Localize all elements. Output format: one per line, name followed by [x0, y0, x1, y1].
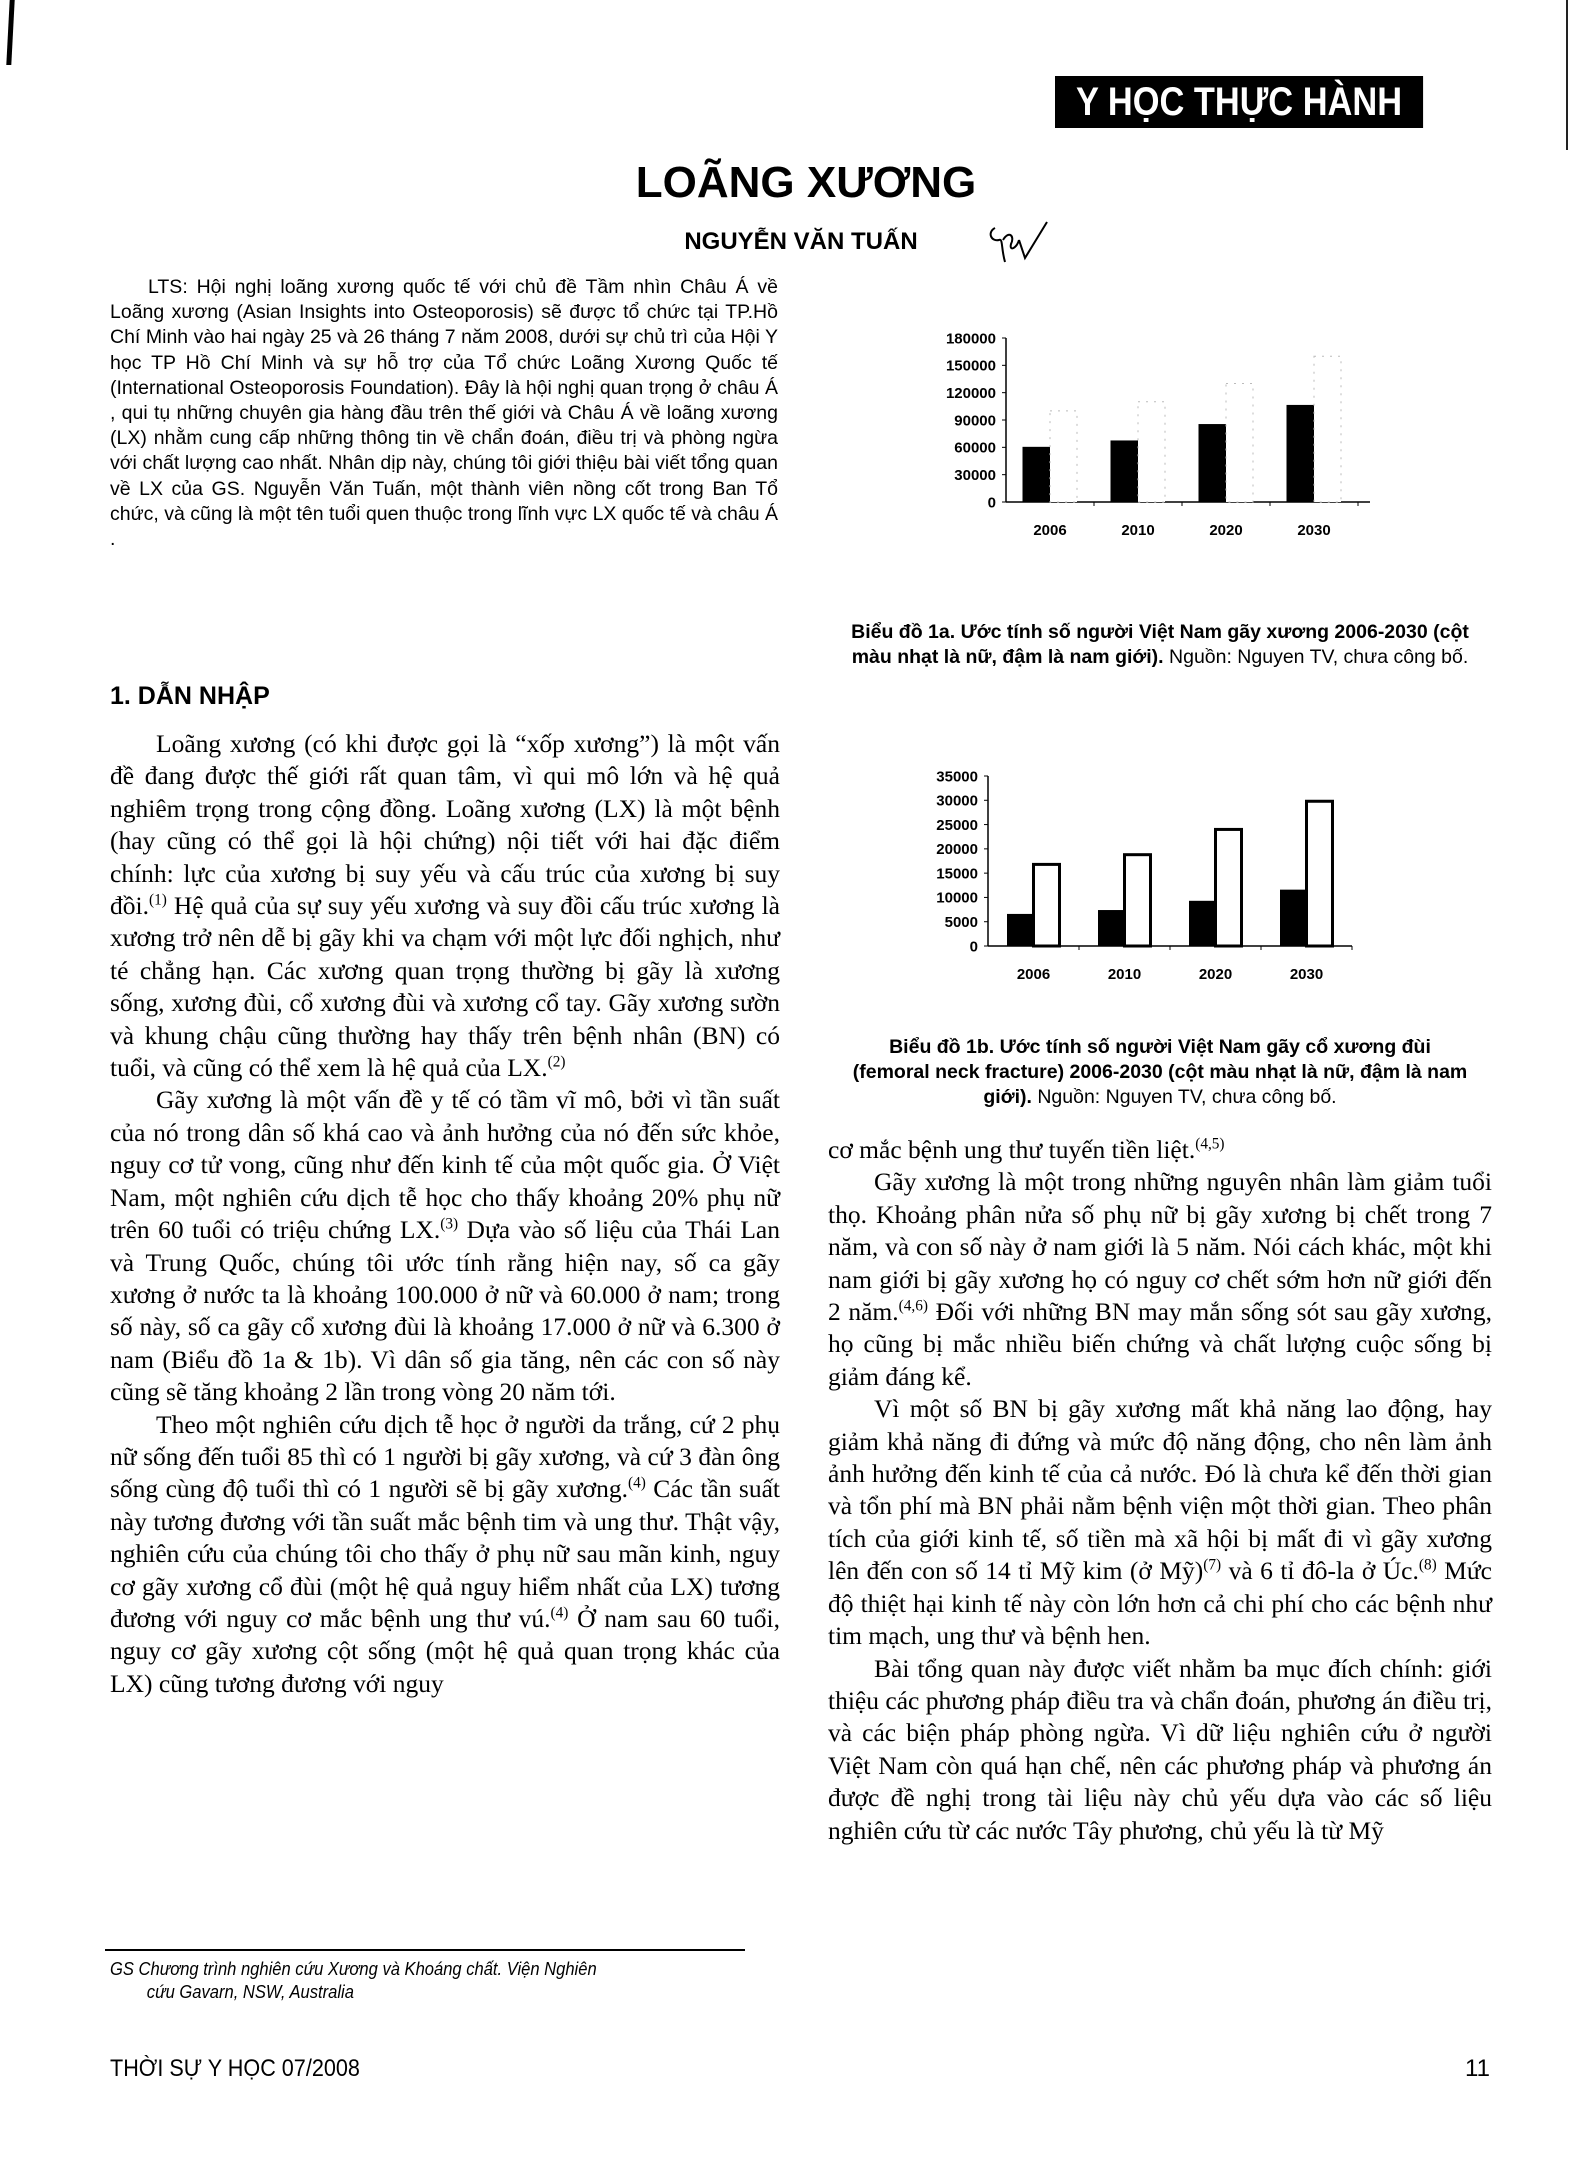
chart-fig1b: [880, 760, 1380, 1000]
paragraph: Bài tổng quan này được viết nhằm ba mục đích chính: giới thiệu các phương pháp điều tra và chẩn đoán, phương án điều trị, và các biện pháp phòng ngừa. Vì dữ liệu nghiên cứu ở người Việt Nam còn quá hạn chế, nên các phương pháp và phương án được đề nghị trong tài liệu này chủ yếu dựa vào các số liệu nghiên cứu từ các nước Tây phương, chủ yếu là từ Mỹ: [828, 1653, 1492, 1845]
section-heading: 1. DẪN NHẬP: [110, 682, 270, 710]
y-tick-label: 35000: [936, 768, 978, 786]
citation: (2): [547, 1053, 566, 1071]
x-tick-label: 2006: [1033, 522, 1067, 539]
paragraph: Gãy xương là một vấn đề y tế có tầm vĩ mô, bởi vì tần suất của nó trong dân số khá cao và ảnh hưởng của nó đến sức khỏe, nguy cơ tử vong, cũng như đến kinh tế của một quốc gia. Ở Việt Nam, một nghiên cứu dịch tễ học cho thấy khoảng 20% phụ nữ trên 60 tuổi có triệu chứng LX.$^{(3)}$ Dựa vào số liệu của Thái Lan và Trung Quốc, chúng tôi ước tính rằng hiện nay, số ca gãy xương ở nước ta là khoảng 100.000 ở nữ và 60.000 ở nam; trong số này, số ca gãy cổ xương đùi là khoảng 17.000 ở nữ và 6.300 ở nam (Biểu đồ 1a & 1b). Vì dân số gia tăng, nên các con số này cũng sẽ tăng khoảng 2 lần trong vòng 20 năm tới.: [110, 1085, 780, 1407]
y-tick-label: 90000: [954, 412, 996, 430]
paragraph: cơ mắc bệnh ung thư tuyến tiền liệt.$^{(4,5)}$: [828, 1135, 1225, 1164]
chart-fig1a: [880, 320, 1380, 550]
bar-female-2006: [1034, 864, 1060, 946]
bar-male-2006: [1008, 914, 1034, 946]
y-tick-label: 60000: [954, 439, 996, 457]
bar-male-2030: [1281, 890, 1307, 946]
author-affiliation-footnote: [110, 1958, 736, 2004]
paragraph: Gãy xương là một trong những nguyên nhân làm giảm tuổi thọ. Khoảng phân nửa số phụ nữ bị gãy xương bị chết trong 7 năm, và con số này ở nam giới là 5 năm. Nói cách khác, một khi nam giới bị gãy xương họ có nguy cơ chết sớm hơn nữ giới đến 2 năm.$^{(4,6)}$ Đối với những BN may mắn sống sót sau gãy xương, họ cũng bị mắc nhiều biến chứng và chất lượng cuộc sống bị giảm đáng kể.: [828, 1167, 1493, 1391]
section-badge: Y HỌC THỰC HÀNH: [1055, 76, 1423, 128]
x-tick-label: 2030: [1289, 966, 1324, 983]
x-tick-label: 2020: [1198, 966, 1233, 983]
y-tick-label: 10000: [936, 889, 978, 907]
y-tick-label: 20000: [936, 841, 978, 859]
y-tick-label: 25000: [936, 816, 978, 834]
y-tick-label: 5000: [944, 913, 978, 931]
footnote-line: cứu Gavarn, NSW, Australia: [146, 1982, 354, 2002]
x-tick-label: 2006: [1016, 966, 1051, 983]
journal-name: THỜI SỰ Y HỌC 07/2008: [110, 2055, 360, 2082]
paragraph: Loãng xương (có khi được gọi là “xốp xương”) là một vấn đề đang được thế giới rất quan tâm, vì qui mô lớn và hệ quả nghiêm trọng trong cộng đồng. Loãng xương (LX) là một bệnh (hay cũng có thể gọi là hội chứng) nội tiết với hai đặc điểm chính: lực của xương bị suy yếu và cấu trúc của xương bị suy đồi.$^{(1)}$ Hệ quả của sự suy yếu xương và suy đồi cấu trúc xương là xương trở nên dễ bị gãy khi va chạm với một lực đối nghịch, như té chẳng hạn. Các xương quan trọng thường bị gãy là xương sống, xương đùi, cổ xương đùi và xương cổ tay. Gãy xương sườn và khung chậu cũng thường hay thấy trên bệnh nhân (BN) có tuổi, và cũng có thể xem là hệ quả của LX.$^{(2)}$: [110, 729, 780, 1083]
scan-edge-mark-right: [1566, 0, 1568, 150]
citation: (4): [628, 1474, 646, 1492]
y-tick-label: 0: [987, 494, 996, 512]
bar-male-2010: [1099, 911, 1125, 946]
footnote-line: GS Chương trình nghiên cứu Xương và Khoáng chất. Viện Nghiên: [110, 1959, 597, 1979]
y-tick-label: 30000: [954, 466, 996, 484]
x-tick-label: 2010: [1107, 966, 1142, 983]
bar-male-2006: [1023, 447, 1050, 502]
bar-female-2020: [1216, 829, 1242, 946]
left-column-body: [110, 728, 780, 1700]
bar-male-2010: [1111, 441, 1138, 502]
citation: (4): [550, 1604, 569, 1622]
signature-icon: [985, 218, 1055, 268]
bar-female-2020: [1226, 384, 1253, 502]
paragraph: Theo một nghiên cứu dịch tễ học ở người da trắng, cứ 2 phụ nữ sống đến tuổi 85 thì có 1 người bị gãy xương, và cứ 3 đàn ông sống cùng độ tuổi thì có 1 người sẽ bị gãy xương.$^{(4)}$ Các tần suất này tương đương với tần suất mắc bệnh tim và ung thư. Thật vậy, nghiên cứu của chúng tôi cho thấy ở phụ nữ sau mãn kinh, nguy cơ gãy xương cổ đùi (một hệ quả nguy hiểm nhất của LX) tương đương với nguy cơ mắc bệnh ung thư vú.$^{(4)}$ Ở nam sau 60 tuổi, nguy cơ gãy xương cột sống (một hệ quả quan trọng khác của LX) cũng tương đương với nguy: [110, 1409, 780, 1698]
bar-female-2010: [1138, 402, 1165, 502]
y-tick-label: 180000: [945, 330, 996, 348]
footnote-divider: [105, 1949, 745, 1951]
citation: (1): [148, 891, 167, 909]
bar-female-2006: [1050, 411, 1077, 502]
bar-female-2030: [1314, 356, 1341, 502]
caption-fig1b: Biểu đồ 1b. Ước tính số người Việt Nam gãy cổ xương đùi (femoral neck fracture) 2006-2030 (cột màu nhạt là nữ, đậm là nam giới). Nguồn: Nguyen TV, chưa công bố.: [852, 1036, 1468, 1108]
bar-male-2030: [1287, 405, 1314, 502]
y-tick-label: 30000: [936, 792, 978, 810]
caption-fig1a: Biểu đồ 1a. Ước tính số người Việt Nam gãy xương 2006-2030 (cột màu nhạt là nữ, đậm là nam giới). Nguồn: Nguyen TV, chưa công bố.: [851, 621, 1469, 668]
citation: (8): [1418, 1556, 1437, 1574]
editor-note: LTS: Hội nghị loãng xương quốc tế với chủ đề Tầm nhìn Châu Á về Loãng xương (Asian Insights into Osteoporosis) sẽ được tổ chức tại TP.Hồ Chí Minh vào hai ngày 25 và 26 tháng 7 năm 2008, dưới sự chủ trì của Hội Y học TP Hồ Chí Minh và sự hỗ trợ của Tổ chức Loãng Xương Quốc tế (International Osteoporosis Foundation). Đây là hội nghị quan trọng ở châu Á , qui tụ những chuyên gia hàng đầu trên thế giới và Châu Á về loãng xương (LX) nhằm cung cấp những thông tin về chẩn đoán, điều trị và phòng ngừa với chất lượng cao nhất. Nhân dịp này, chúng tôi giới thiệu bài viết tổng quan về LX của GS. Nguyễn Văn Tuấn, một thành viên nồng cốt trong Ban Tổ chức, và cũng là một tên tuổi quen thuộc trong lĩnh vực LX quốc tế và châu Á .: [110, 276, 778, 551]
citation: (4,6): [898, 1297, 928, 1315]
x-tick-label: 2030: [1297, 522, 1331, 539]
right-column-continuation: [828, 1134, 1492, 1847]
bar-female-2030: [1307, 801, 1333, 946]
bar-male-2020: [1190, 901, 1216, 946]
scan-edge-mark: [6, 0, 14, 65]
author-name: NGUYỄN VĂN TUẤN: [684, 228, 918, 255]
x-tick-label: 2020: [1209, 522, 1243, 539]
citation: (3): [440, 1215, 459, 1233]
article-title: LOÃNG XƯƠNG: [635, 158, 977, 207]
citation: (4,5): [1195, 1135, 1225, 1153]
page-number: 11: [1465, 2055, 1490, 2082]
y-tick-label: 0: [969, 938, 978, 956]
y-tick-label: 120000: [945, 384, 996, 402]
y-tick-label: 15000: [936, 865, 978, 883]
y-tick-label: 150000: [945, 357, 996, 375]
x-tick-label: 2010: [1121, 522, 1155, 539]
bar-female-2010: [1125, 855, 1151, 946]
bar-male-2020: [1199, 425, 1226, 502]
paragraph: Vì một số BN bị gãy xương mất khả năng lao động, hay giảm khả năng đi đứng và mức độ năng động, cho nên làm ảnh ảnh hưởng đến kinh tế của cả nước. Đó là chưa kể đến thời gian và tổn phí mà BN phải nằm bệnh viện một thời gian. Theo phân tích của giới kinh tế, số tiền mà xã hội bị mất đi vì gãy xương lên đến con số 14 tỉ Mỹ kim (ở Mỹ)$^{(7)}$ và 6 tỉ đô-la ở Úc.$^{(8)}$ Mức độ thiệt hại kinh tế này còn lớn hơn cả chi phí cho các bệnh như tim mạch, ung thư và bệnh hen.: [828, 1394, 1492, 1651]
citation: (7): [1203, 1556, 1222, 1574]
